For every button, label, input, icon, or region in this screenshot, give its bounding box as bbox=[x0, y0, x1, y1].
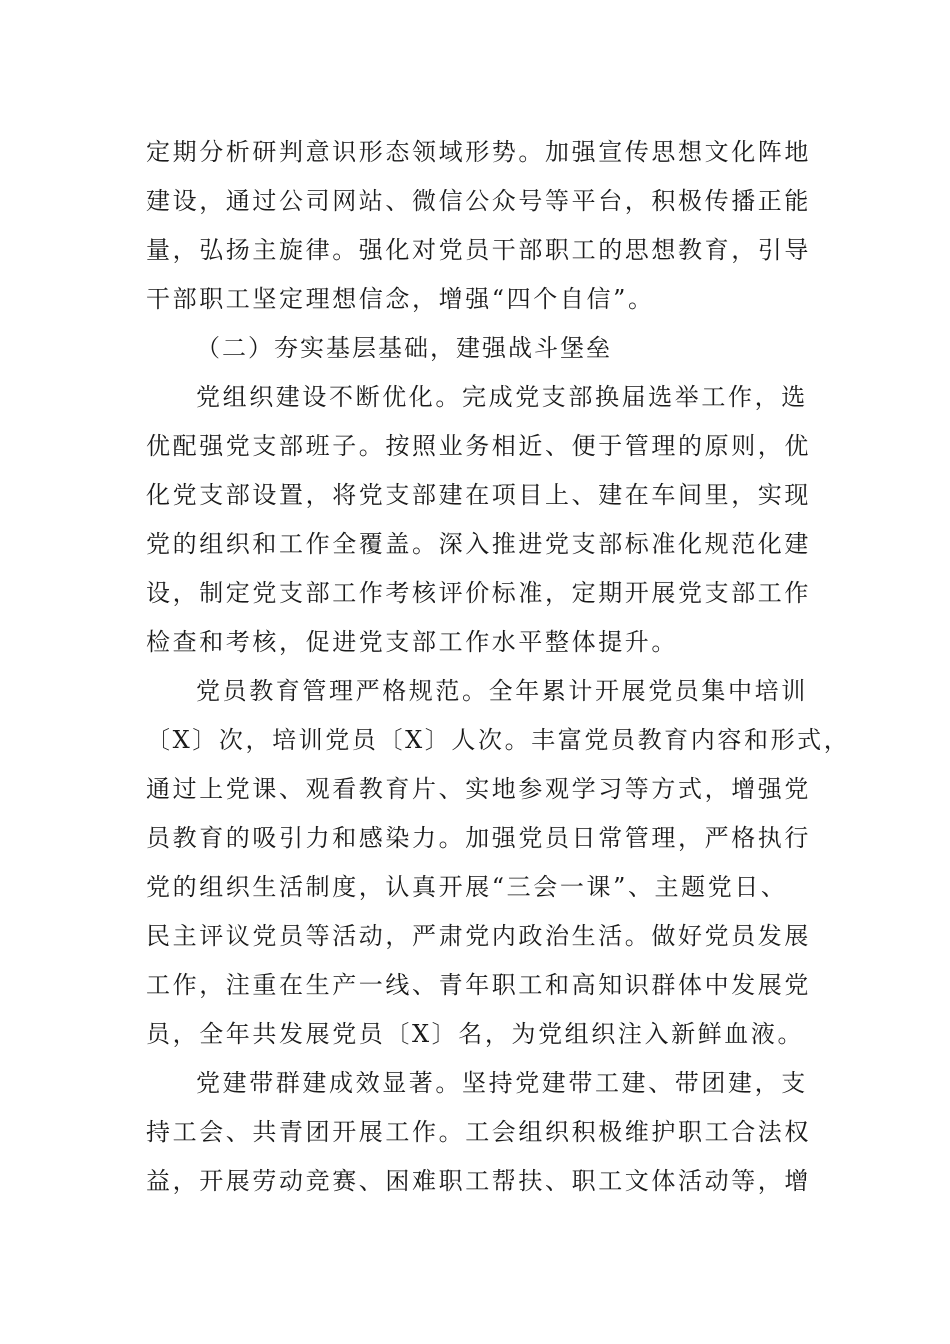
paragraph-line: 检查和考核，促进党支部工作水平整体提升。 bbox=[146, 628, 678, 656]
paragraph-line: 建设，通过公司网站、微信公众号等平台，积极传播正能 bbox=[146, 187, 811, 215]
paragraph-line: 党的组织生活制度，认真开展“三会一课”、主题党日、 bbox=[146, 873, 788, 901]
paragraph-line: 干部职工坚定理想信念，增强“四个自信”。 bbox=[146, 285, 655, 313]
paragraph-line: 员，全年共发展党员〔X〕名，为党组织注入新鲜血液。 bbox=[146, 1020, 805, 1048]
paragraph-line: 党建带群建成效显著。坚持党建带工建、带团建，支 bbox=[196, 1069, 808, 1097]
paragraph-line: 员教育的吸引力和感染力。加强党员日常管理，严格执行 bbox=[146, 824, 811, 852]
paragraph-line: 通过上党课、观看教育片、实地参观学习等方式，增强党 bbox=[146, 775, 811, 803]
paragraph-line: 持工会、共青团开展工作。工会组织积极维护职工合法权 bbox=[146, 1118, 811, 1146]
paragraph-line: 党组织建设不断优化。完成党支部换届选举工作，选 bbox=[196, 383, 808, 411]
paragraph-line: 党的组织和工作全覆盖。深入推进党支部标准化规范化建 bbox=[146, 530, 811, 558]
paragraph-line: 优配强党支部班子。按照业务相近、便于管理的原则，优 bbox=[146, 432, 811, 460]
paragraph-line: 定期分析研判意识形态领域形势。加强宣传思想文化阵地 bbox=[146, 138, 811, 166]
paragraph-line: 益，开展劳动竞赛、困难职工帮扶、职工文体活动等，增 bbox=[146, 1167, 811, 1195]
document-body bbox=[146, 128, 851, 1206]
paragraph-line: 〔X〕次，培训党员〔X〕人次。丰富党员教育内容和形式， bbox=[146, 726, 851, 754]
paragraph-line: 工作，注重在生产一线、青年职工和高知识群体中发展党 bbox=[146, 971, 811, 999]
paragraph-line: 设，制定党支部工作考核评价标准，定期开展党支部工作 bbox=[146, 579, 811, 607]
paragraph-line: 民主评议党员等活动，严肃党内政治生活。做好党员发展 bbox=[146, 922, 811, 950]
paragraph-line: 党员教育管理严格规范。全年累计开展党员集中培训 bbox=[196, 677, 808, 705]
paragraph-line: 化党支部设置，将党支部建在项目上、建在车间里，实现 bbox=[146, 481, 811, 509]
section-heading: （二）夯实基层基础，建强战斗堡垒 bbox=[196, 334, 612, 362]
paragraph-line: 量，弘扬主旋律。强化对党员干部职工的思想教育，引导 bbox=[146, 236, 811, 264]
